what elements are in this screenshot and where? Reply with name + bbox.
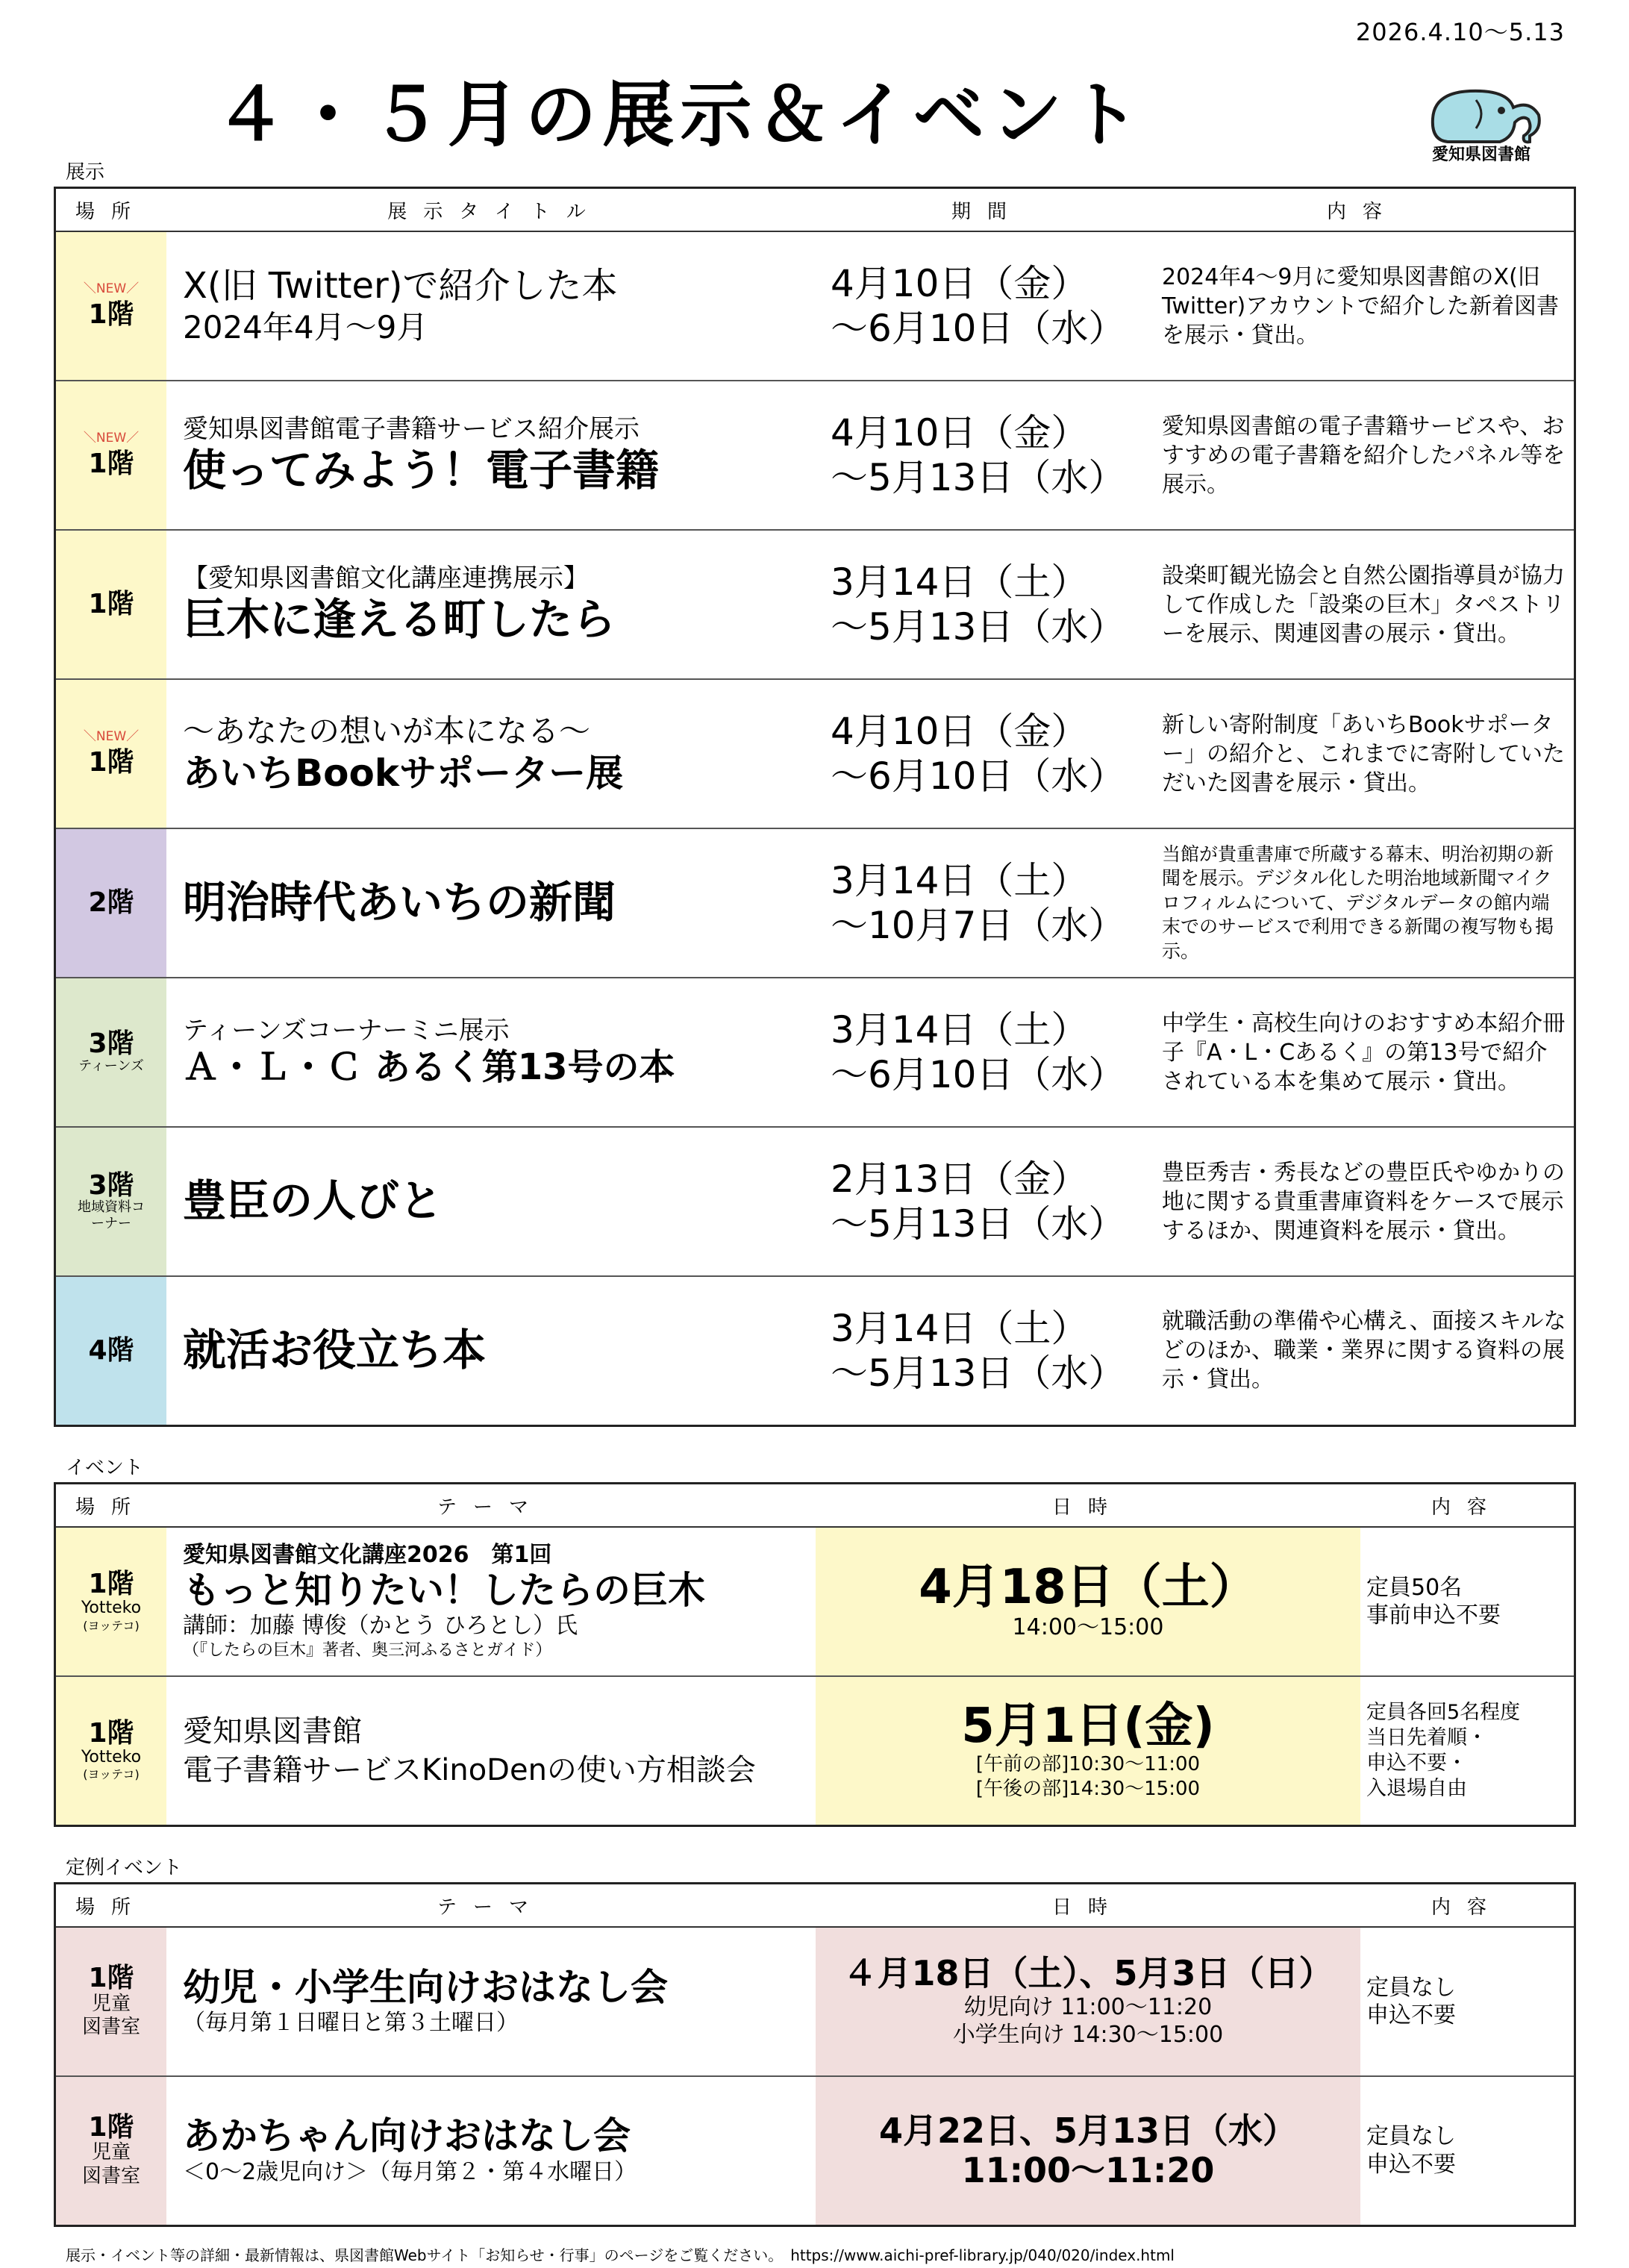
exhibit-title-cell (166, 530, 823, 679)
period-end: ～5月13日（水） (831, 1202, 1126, 1246)
period-end: ～5月13日（水） (831, 1351, 1126, 1395)
header-content: 内容 (1151, 188, 1575, 232)
exhibit-subtitle: ティーンズコーナーミニ展示 (183, 1015, 510, 1046)
location-sublabel: Yotteko (81, 1747, 142, 1766)
event-datetime-cell (816, 1927, 1360, 2076)
table-row (55, 381, 1575, 530)
event-time-morning: [午前の部]10:30～11:00 (975, 1753, 1201, 1776)
location-label: 1階 (88, 747, 134, 778)
exhibit-description: 中学生・高校生向けのおすすめ本紹介冊子『A・L・Cあるく』の第13号で紹介されている本を集めて展示・貸出。 (1151, 978, 1575, 1127)
header-datetime: 日時 (816, 1884, 1360, 1928)
footer-note: 展示・イベント等の詳細・最新情報は、県図書館Webサイト「お知らせ・行事」のページをご覧ください。 https://www.aichi-pref-library.jp/040/020/index.html (66, 2246, 1175, 2264)
exhibit-title: 明治時代あいちの新聞 (183, 877, 616, 928)
location-sublabel-2: 図書室 (81, 2015, 140, 2038)
regular-header-row (55, 1884, 1575, 1928)
event-lecturer: 講師：加藤 博俊（かとう ひろとし）氏 (183, 1613, 578, 1640)
location-cell (55, 828, 167, 978)
location-label: 3階 (88, 1169, 134, 1201)
period-cell (823, 530, 1151, 679)
period-end: ～10月7日（水） (831, 904, 1126, 947)
capacity-line: 定員50名 (1366, 1574, 1463, 1601)
period-cell (823, 828, 1151, 978)
table-row (55, 2076, 1575, 2225)
location-cell (55, 381, 167, 530)
exhibit-subtitle: 【愛知県図書館文化講座連携展示】 (183, 563, 589, 593)
exhibit-subtitle: 2024年4月～9月 (183, 308, 428, 346)
capacity-line: 申込不要・ (1366, 1751, 1467, 1775)
exhibit-title: 就活お役立ち本 (183, 1324, 487, 1375)
period-start: 4月10日（金） (831, 710, 1089, 753)
period-start: 2月13日（金） (831, 1158, 1089, 1201)
location-label: 1階 (88, 449, 134, 480)
period-start: 4月10日（金） (831, 262, 1089, 305)
header-loc: 場所 (55, 1884, 167, 1928)
location-cell (55, 1676, 167, 1825)
section-label-regular: 定例イベント (66, 1857, 183, 1879)
event-date: 4月22日、5月13日（水） (878, 2110, 1298, 2151)
exhibit-title: 巨木に逢える町したら (183, 594, 616, 646)
header-content: 内容 (1360, 1884, 1575, 1928)
location-cell (55, 679, 167, 828)
capacity-line: 申込不要 (1366, 2151, 1456, 2178)
table-row (55, 1127, 1575, 1276)
period-cell (823, 1276, 1151, 1425)
event-title: あかちゃん向けおはなし会 (183, 2114, 631, 2158)
event-time-infant: 幼児向け 11:00～11:20 (963, 1993, 1213, 2020)
event-datetime-cell (816, 2076, 1360, 2225)
capacity-line: 事前申込不要 (1366, 1602, 1501, 1628)
period-end: ～5月13日（水） (831, 605, 1126, 649)
section-label-exhibits: 展示 (66, 161, 105, 184)
table-row (55, 231, 1575, 381)
event-table (54, 1482, 1576, 1827)
capacity-line: 当日先着順・ (1366, 1726, 1487, 1749)
location-label: 4階 (88, 1334, 134, 1366)
location-cell (55, 2076, 167, 2225)
table-row (55, 1276, 1575, 1425)
capacity-line: 申込不要 (1366, 2002, 1456, 2028)
event-date: 5月1日(金) (961, 1699, 1215, 1755)
location-sublabel-2: (ヨッテコ) (83, 1767, 140, 1782)
new-badge: ＼NEW／ (83, 431, 140, 446)
exhibit-title-cell (166, 231, 823, 381)
table-row (55, 530, 1575, 679)
event-theme-cell (166, 1527, 816, 1676)
event-series: 愛知県図書館文化講座2026 第1回 (183, 1542, 552, 1569)
page-title: ４・５月の展示＆イベント (214, 73, 1146, 157)
capacity-line: 定員なし (1366, 2123, 1456, 2150)
event-datetime-cell (816, 1527, 1360, 1676)
period-start: 3月14日（土） (831, 859, 1089, 902)
table-row (55, 1676, 1575, 1825)
exhibit-title-cell (166, 1276, 823, 1425)
exhibit-description: 2024年4～9月に愛知県図書館のX(旧Twitter)アカウントで紹介した新着図書を展示・貸出。 (1151, 231, 1575, 381)
new-badge: ＼NEW／ (83, 281, 140, 297)
exhibit-description: 豊臣秀吉・秀長などの豊臣氏やゆかりの地に関する貴重書庫資料をケースで展示するほか、関連資料を展示・貸出。 (1151, 1127, 1575, 1276)
period-cell (823, 231, 1151, 381)
event-theme-cell (166, 1927, 816, 2076)
exhibit-title-cell (166, 1127, 823, 1276)
table-row (55, 978, 1575, 1127)
location-sublabel: Yotteko (81, 1599, 142, 1618)
exhibit-title: あいちBookサポーター展 (183, 752, 624, 796)
location-sublabel-2: 図書室 (81, 2164, 140, 2187)
location-cell (55, 1127, 167, 1276)
capacity-line: 入退場自由 (1366, 1776, 1467, 1800)
event-capacity-cell (1360, 1527, 1575, 1676)
exhibit-title: Ａ・Ｌ・Ｃ あるく第13号の本 (183, 1046, 675, 1089)
location-cell (55, 1527, 167, 1676)
period-start: 4月10日（金） (831, 411, 1089, 454)
exhibit-subtitle: ～あなたの想いが本になる～ (183, 712, 591, 749)
period-start: 3月14日（土） (831, 1008, 1089, 1052)
period-cell (823, 978, 1151, 1127)
location-sublabel: 地域資料コーナー (78, 1199, 145, 1231)
exhibit-header-row (55, 188, 1575, 232)
period-end: ～5月13日（水） (831, 456, 1126, 499)
logo-text: 愛知県図書館 (1431, 146, 1530, 164)
event-theme-cell (166, 2076, 816, 2225)
date-range: 2026.4.10～5.13 (1355, 18, 1565, 46)
capacity-line: 定員なし (1366, 1974, 1456, 2001)
exhibit-table (54, 187, 1576, 1427)
event-schedule: （毎月第１日曜日と第３土曜日） (183, 2010, 519, 2036)
event-lecturer-note: （『したらの巨木』著者、奥三河ふるさとガイド） (183, 1640, 552, 1660)
event-date: ４月18日（土）、5月3日（日） (842, 1953, 1333, 1994)
period-start: 3月14日（土） (831, 560, 1089, 604)
exhibit-subtitle: 愛知県図書館電子書籍サービス紹介展示 (183, 413, 640, 444)
event-time: 11:00～11:20 (961, 2149, 1215, 2190)
event-datetime-cell (816, 1676, 1360, 1825)
exhibit-title-cell (166, 381, 823, 530)
exhibit-title: X(旧 Twitter)で紹介した本 (183, 264, 618, 307)
location-cell (55, 231, 167, 381)
regular-event-table (54, 1882, 1576, 2227)
event-time-afternoon: [午後の部]14:30～15:00 (975, 1777, 1201, 1800)
period-cell (823, 381, 1151, 530)
location-cell (55, 530, 167, 679)
period-cell (823, 679, 1151, 828)
event-time-elementary: 小学生向け 14:30～15:00 (952, 2022, 1224, 2049)
event-capacity-cell (1360, 2076, 1575, 2225)
header-loc: 場所 (55, 188, 167, 232)
capacity-line: 定員各回5名程度 (1366, 1701, 1521, 1725)
exhibit-description: 愛知県図書館の電子書籍サービスや、おすすめの電子書籍を紹介したパネル等を展示。 (1151, 381, 1575, 530)
event-title: 電子書籍サービスKinoDenの使い方相談会 (183, 1752, 756, 1787)
event-header-row (55, 1484, 1575, 1528)
location-label: 1階 (88, 1718, 134, 1749)
location-sublabel: 児童 (91, 1992, 131, 2015)
period-cell (823, 1127, 1151, 1276)
location-sublabel-2: (ヨッテコ) (83, 1618, 140, 1633)
event-capacity-cell (1360, 1927, 1575, 2076)
exhibit-description: 設楽町観光協会と自然公園指導員が協力して作成した「設楽の巨木」タペストリーを展示、関連図書の展示・貸出。 (1151, 530, 1575, 679)
header-content: 内容 (1360, 1484, 1575, 1528)
table-row (55, 828, 1575, 978)
exhibit-description: 新しい寄附制度「あいちBookサポーター」の紹介と、これまでに寄附していただいた図書を展示・貸出。 (1151, 679, 1575, 828)
period-end: ～6月10日（水） (831, 307, 1126, 350)
location-label: 1階 (88, 1569, 134, 1600)
location-sublabel: ティーンズ (78, 1058, 144, 1075)
header-title: 展示タイトル (166, 188, 823, 232)
location-sublabel: 児童 (91, 2141, 131, 2164)
event-time: 14:00～15:00 (1012, 1614, 1164, 1641)
period-start: 3月14日（土） (831, 1306, 1089, 1350)
exhibit-title-cell (166, 679, 823, 828)
table-row (55, 1927, 1575, 2076)
header-period: 期間 (823, 188, 1151, 232)
event-date: 4月18日（土） (919, 1560, 1257, 1616)
exhibit-description: 就職活動の準備や心構え、面接スキルなどのほか、職業・業界に関する資料の展示・貸出。 (1151, 1276, 1575, 1425)
exhibit-title: 豊臣の人びと (183, 1175, 443, 1227)
location-cell (55, 1276, 167, 1425)
exhibit-title: 使ってみよう！電子書籍 (183, 445, 660, 496)
header-theme: テーマ (166, 1484, 816, 1528)
header-loc: 場所 (55, 1484, 167, 1528)
period-end: ～6月10日（水） (831, 755, 1126, 798)
table-row (55, 679, 1575, 828)
exhibit-title-cell (166, 828, 823, 978)
event-capacity-cell (1360, 1676, 1575, 1825)
location-label: 1階 (88, 1962, 134, 1993)
location-label: 1階 (88, 2111, 134, 2143)
event-title: もっと知りたい！したらの巨木 (183, 1568, 705, 1612)
event-title: 幼児・小学生向けおはなし会 (183, 1965, 668, 2009)
period-end: ～6月10日（水） (831, 1053, 1126, 1096)
location-label: 1階 (88, 589, 134, 620)
event-organizer: 愛知県図書館 (183, 1714, 362, 1749)
header-theme: テーマ (166, 1884, 816, 1928)
location-cell (55, 1927, 167, 2076)
event-theme-cell (166, 1676, 816, 1825)
event-schedule: ＜0～2歳児向け＞（毎月第２・第４水曜日） (183, 2158, 637, 2185)
section-label-events: イベント (66, 1457, 144, 1479)
location-label: 1階 (88, 299, 134, 331)
location-label: 3階 (88, 1028, 134, 1060)
location-label: 2階 (88, 887, 134, 919)
table-row (55, 1527, 1575, 1676)
location-cell (55, 978, 167, 1127)
exhibit-title-cell (166, 978, 823, 1127)
header-datetime: 日時 (816, 1484, 1360, 1528)
new-badge: ＼NEW／ (83, 729, 140, 745)
exhibit-description: 当館が貴重書庫で所蔵する幕末、明治初期の新聞を展示。デジタル化した明治地域新聞マイクロフィルムについて、デジタルデータの館内端末でのサービスで利用できる新聞の複写物も掲示。 (1151, 828, 1575, 978)
